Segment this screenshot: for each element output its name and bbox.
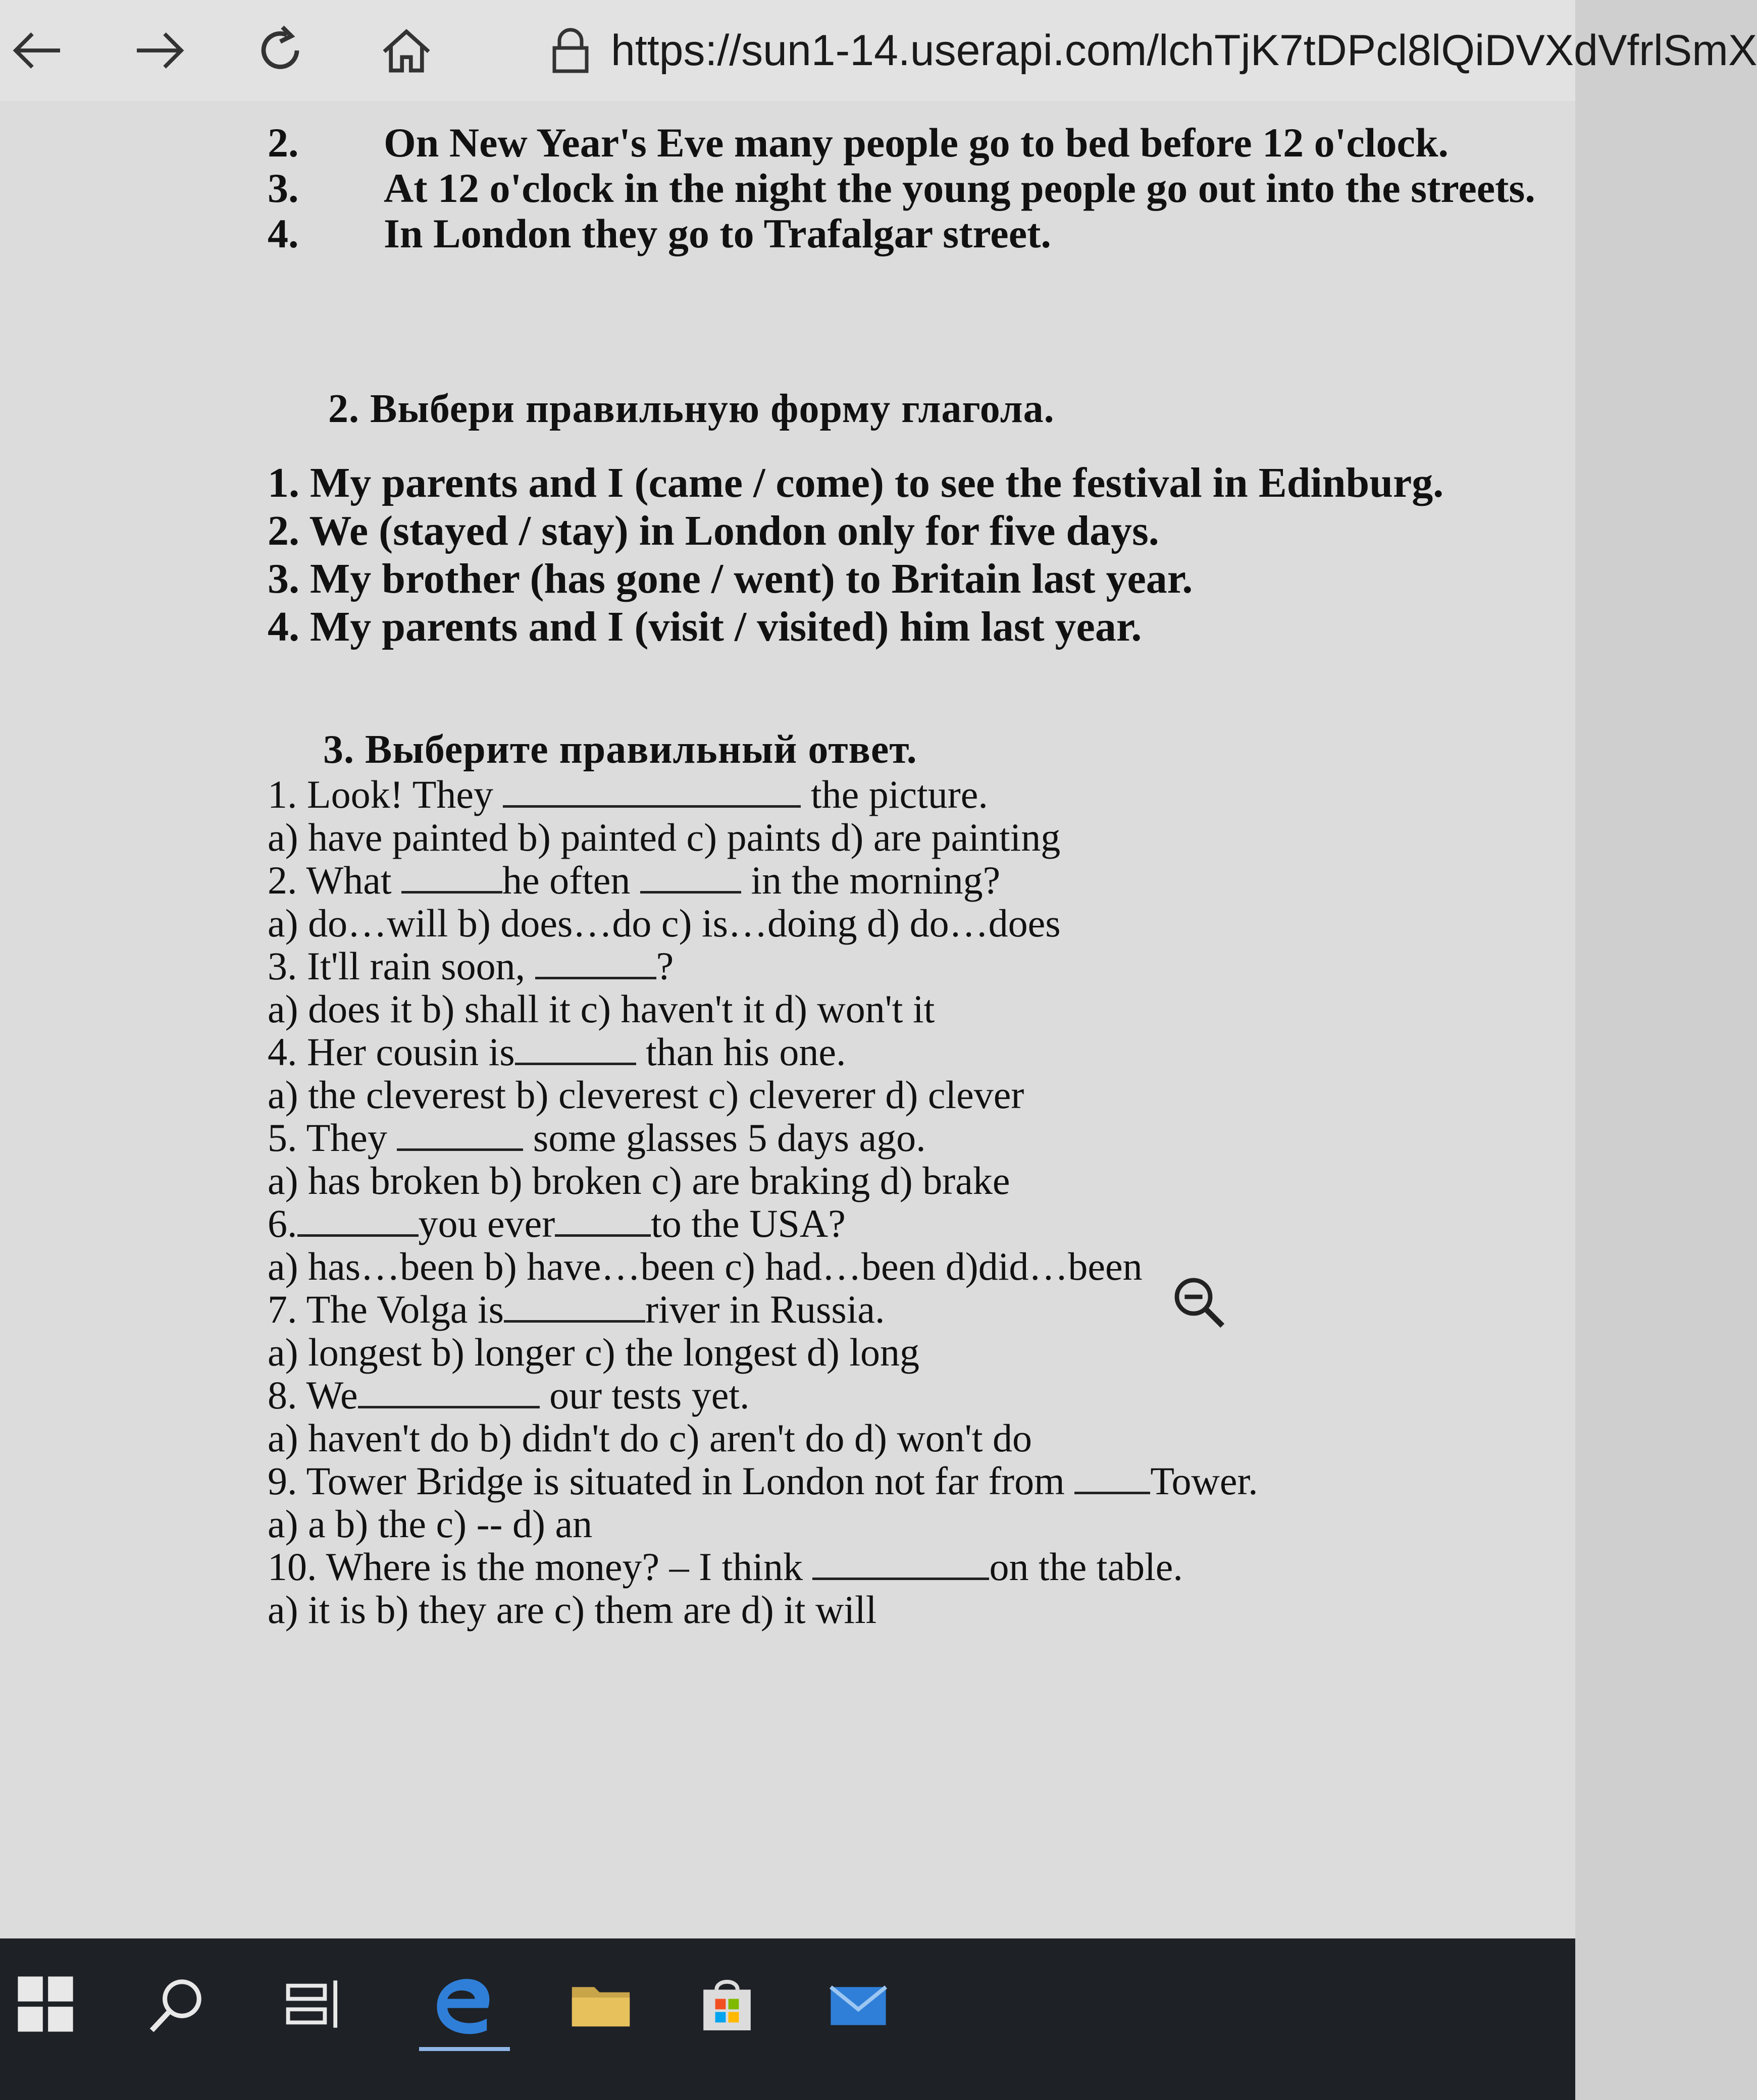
home-icon bbox=[379, 23, 434, 78]
document-page bbox=[0, 101, 1575, 1938]
active-app-indicator bbox=[419, 2047, 510, 2051]
options-2: a) do…will b) does…do c) is…doing d) do…does bbox=[268, 901, 1061, 945]
options-9: a) a b) the c) -- d) an bbox=[268, 1502, 593, 1546]
question-6: 6. you ever to the USA? bbox=[268, 1201, 846, 1245]
ex2-item: 4. My parents and I (visit / visited) him last year. bbox=[268, 603, 1142, 650]
ex2-item: 3. My brother (has gone / went) to Britain last year. bbox=[268, 555, 1193, 602]
arrow-left-icon bbox=[10, 23, 66, 78]
start-button[interactable] bbox=[0, 1959, 91, 2050]
mail-button[interactable] bbox=[813, 1959, 904, 2050]
home-button[interactable] bbox=[369, 13, 444, 88]
ex2-item: 1. My parents and I (came / come) to see the festival in Edinburg. bbox=[268, 459, 1444, 506]
refresh-icon bbox=[252, 23, 308, 78]
arrow-right-icon bbox=[131, 23, 187, 78]
task-view-icon bbox=[280, 1971, 346, 2037]
question-8: 8. We our tests yet. bbox=[268, 1373, 750, 1417]
file-explorer-button[interactable] bbox=[555, 1959, 646, 2050]
question-7: 7. The Volga is river in Russia. bbox=[268, 1287, 885, 1331]
search-button[interactable] bbox=[131, 1959, 222, 2050]
forward-button[interactable] bbox=[121, 13, 197, 88]
question-5: 5. They some glasses 5 days ago. bbox=[268, 1116, 926, 1160]
back-button[interactable] bbox=[0, 13, 76, 88]
taskbar bbox=[0, 1938, 1575, 2100]
ex3-title: 3. Выберите правильный ответ. bbox=[323, 727, 917, 772]
options-8: a) haven't do b) didn't do c) aren't do d) won't do bbox=[268, 1416, 1032, 1460]
question-1: 1. Look! They the picture. bbox=[268, 772, 988, 816]
options-4: a) the cleverest b) cleverest c) cleverer d) clever bbox=[268, 1073, 1024, 1117]
store-button[interactable] bbox=[682, 1959, 772, 2050]
edge-button[interactable] bbox=[419, 1959, 510, 2050]
address-bar[interactable] bbox=[550, 15, 1757, 86]
options-7: a) longest b) longer c) the longest d) long bbox=[268, 1330, 919, 1374]
store-icon bbox=[694, 1971, 760, 2037]
ex1-item-3: 3. At 12 o'clock in the night the young people go out into the streets. bbox=[268, 165, 1535, 211]
options-5: a) has broken b) broken c) are braking d) brake bbox=[268, 1159, 1010, 1202]
search-icon bbox=[144, 1971, 210, 2037]
question-3: 3. It'll rain soon, ? bbox=[268, 944, 674, 988]
file-explorer-icon bbox=[568, 1971, 634, 2037]
question-4: 4. Her cousin is than his one. bbox=[268, 1030, 846, 1074]
options-10: a) it is b) they are c) them are d) it will bbox=[268, 1588, 877, 1632]
ex2-item: 2. We (stayed / stay) in London only for five days. bbox=[268, 507, 1159, 554]
edge-browser-icon bbox=[432, 1971, 497, 2037]
question-10: 10. Where is the money? – I think on the table. bbox=[268, 1545, 1183, 1589]
refresh-button[interactable] bbox=[242, 13, 318, 88]
windows-start-icon bbox=[13, 1971, 78, 2037]
question-9: 9. Tower Bridge is situated in London not far from Tower. bbox=[268, 1459, 1258, 1503]
options-1: a) have painted b) painted c) paints d) are painting bbox=[268, 815, 1061, 859]
options-6: a) has…been b) have…been c) had…been d)did…been bbox=[268, 1244, 1143, 1288]
options-3: a) does it b) shall it c) haven't it d) won't it bbox=[268, 987, 935, 1031]
ex1-item-4: 4. In London they go to Trafalgar street. bbox=[268, 211, 1051, 256]
url-text: https://sun1-14.userapi.com/lchTjK7tDPcl8lQiDVXdVfrlSmX bbox=[611, 26, 1757, 75]
question-2: 2. What he often in the morning? bbox=[268, 858, 1001, 902]
lock-icon bbox=[550, 28, 591, 73]
zoom-out-icon[interactable] bbox=[1171, 1275, 1227, 1330]
ex2-title: 2. Выбери правильную форму глагола. bbox=[328, 387, 1055, 431]
task-view-button[interactable] bbox=[268, 1959, 358, 2050]
ex1-item-2: 2. On New Year's Eve many people go to bed before 12 o'clock. bbox=[268, 120, 1449, 166]
mail-icon bbox=[825, 1971, 891, 2037]
browser-toolbar bbox=[0, 0, 1757, 102]
